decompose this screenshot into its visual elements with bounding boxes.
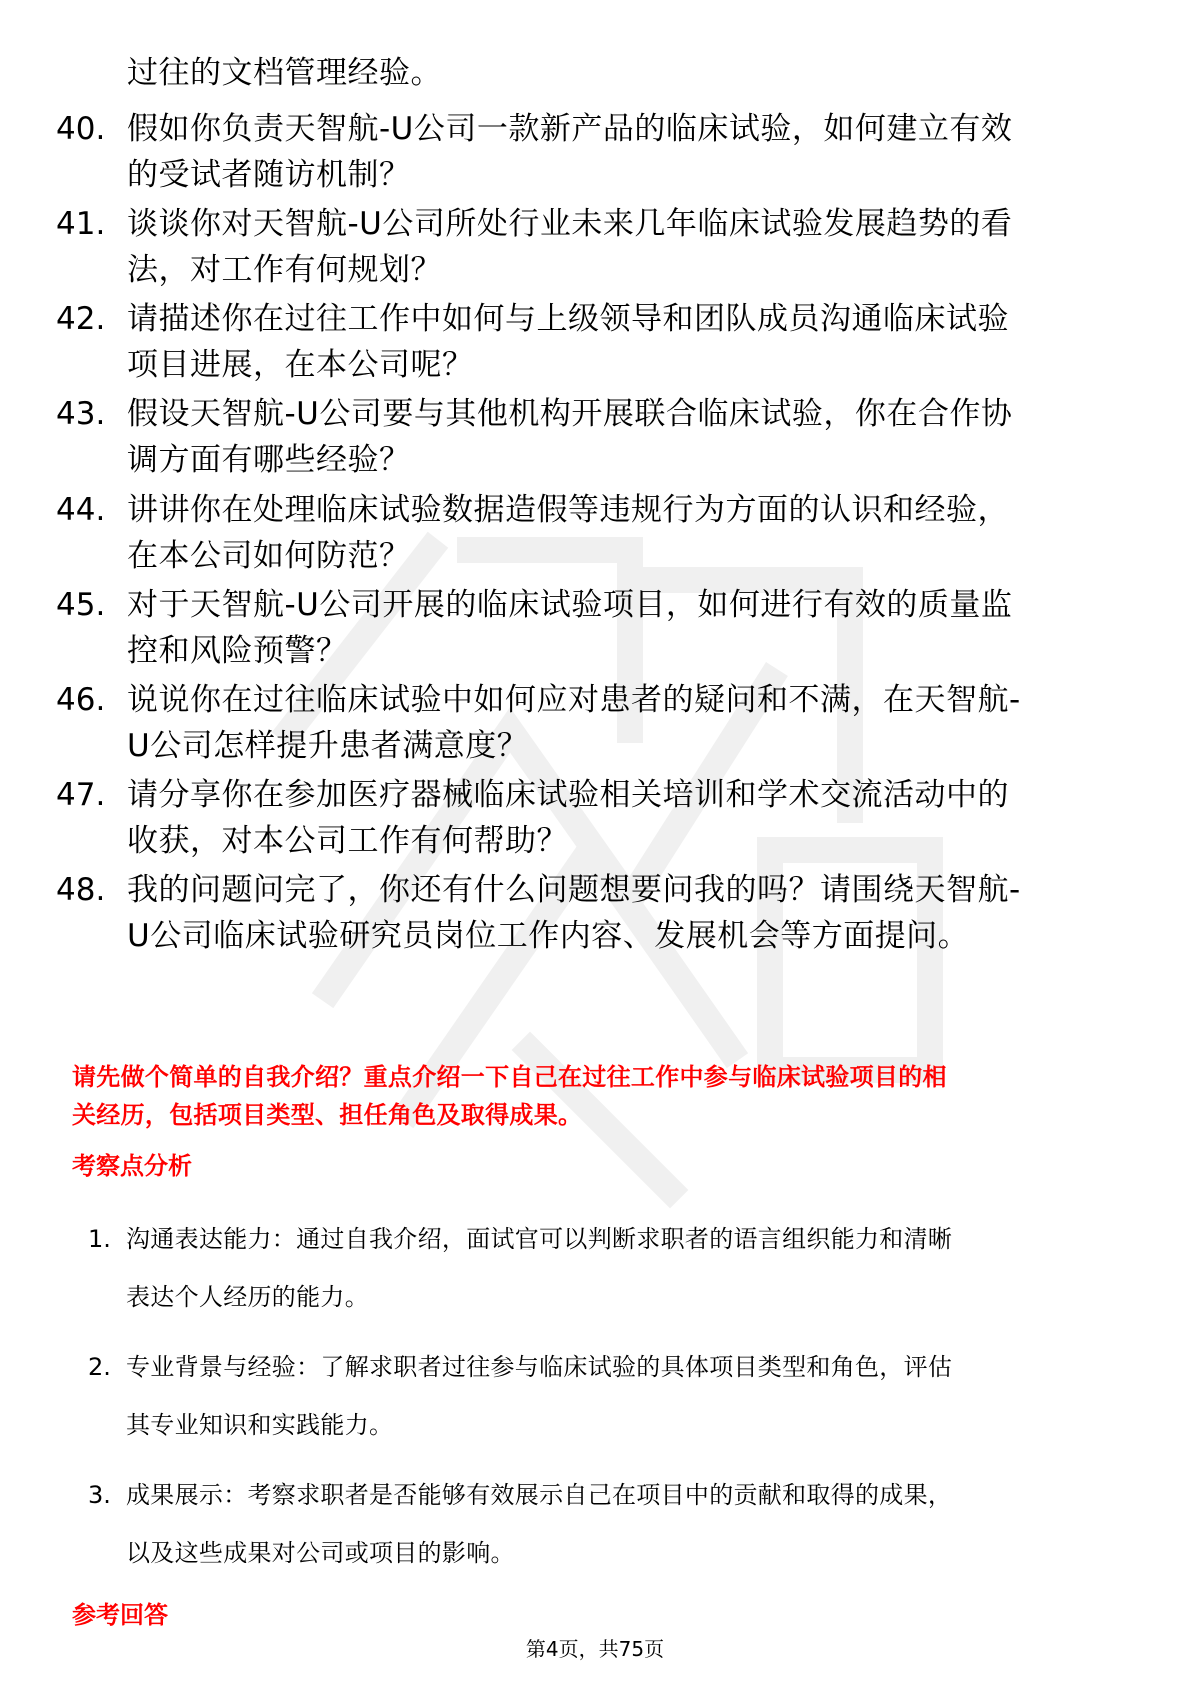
question-text: 假如你负责天智航-U公司一款新产品的临床试验，如何建立有效 的受试者随访机制？ [127,111,1013,193]
analysis-number: 3. [88,1481,111,1509]
analysis-heading: 考察点分析 [72,1152,192,1180]
highlight-question-line: 关经历，包括项目类型、担任角色及取得成果。 [72,1101,583,1129]
question-continuation: 过往的文档管理经验。 [127,55,442,91]
question-number: 48. [56,872,106,908]
question-text: 谈谈你对天智航-U公司所处行业未来几年临床试验发展趋势的看 法，对工作有何规划？ [127,206,1013,288]
analysis-text: 专业背景与经验：了解求职者过往参与临床试验的具体项目类型和角色，评估 其专业知识和实践能力。 [126,1353,953,1439]
analysis-text: 成果展示：考察求职者是否能够有效展示自己在项目中的贡献和取得的成果， 以及这些成果对公司或项目的影响。 [126,1481,953,1567]
question-text: 讲讲你在处理临床试验数据造假等违规行为方面的认识和经验， 在本公司如何防范？ [127,492,1009,574]
question-text: 假设天智航-U公司要与其他机构开展联合临床试验，你在合作协 调方面有哪些经验？ [127,396,1013,478]
question-number: 44. [56,492,106,528]
analysis-number: 2. [88,1353,111,1381]
question-number: 47. [56,777,106,813]
question-number: 42. [56,301,106,337]
question-number: 46. [56,682,106,718]
question-number: 40. [56,111,106,147]
analysis-text: 沟通表达能力：通过自我介绍，面试官可以判断求职者的语言组织能力和清晰 表达个人经历的能力。 [126,1225,953,1311]
question-text: 请描述你在过往工作中如何与上级领导和团队成员沟通临床试验 项目进展，在本公司呢？ [127,301,1009,383]
question-text: 我的问题问完了，你还有什么问题想要问我的吗？请围绕天智航- U公司临床试验研究员岗位工作内容、发展机会等方面提问。 [127,872,1021,954]
reference-answer-heading: 参考回答 [72,1601,168,1629]
question-text: 对于天智航-U公司开展的临床试验项目，如何进行有效的质量监 控和风险预警？ [127,587,1013,669]
question-text: 说说你在过往临床试验中如何应对患者的疑问和不满，在天智航- U公司怎样提升患者满意度？ [127,682,1021,764]
question-number: 43. [56,396,106,432]
question-number: 41. [56,206,106,242]
question-number: 45. [56,587,106,623]
page-footer: 第4页，共75页 [525,1637,665,1661]
analysis-number: 1. [88,1225,111,1253]
question-text: 请分享你在参加医疗器械临床试验相关培训和学术交流活动中的 收获，对本公司工作有何帮助？ [127,777,1009,859]
highlight-question-line: 请先做个简单的自我介绍？重点介绍一下自己在过往工作中参与临床试验项目的相 [72,1063,947,1091]
highlight-question [72,1058,1122,1134]
